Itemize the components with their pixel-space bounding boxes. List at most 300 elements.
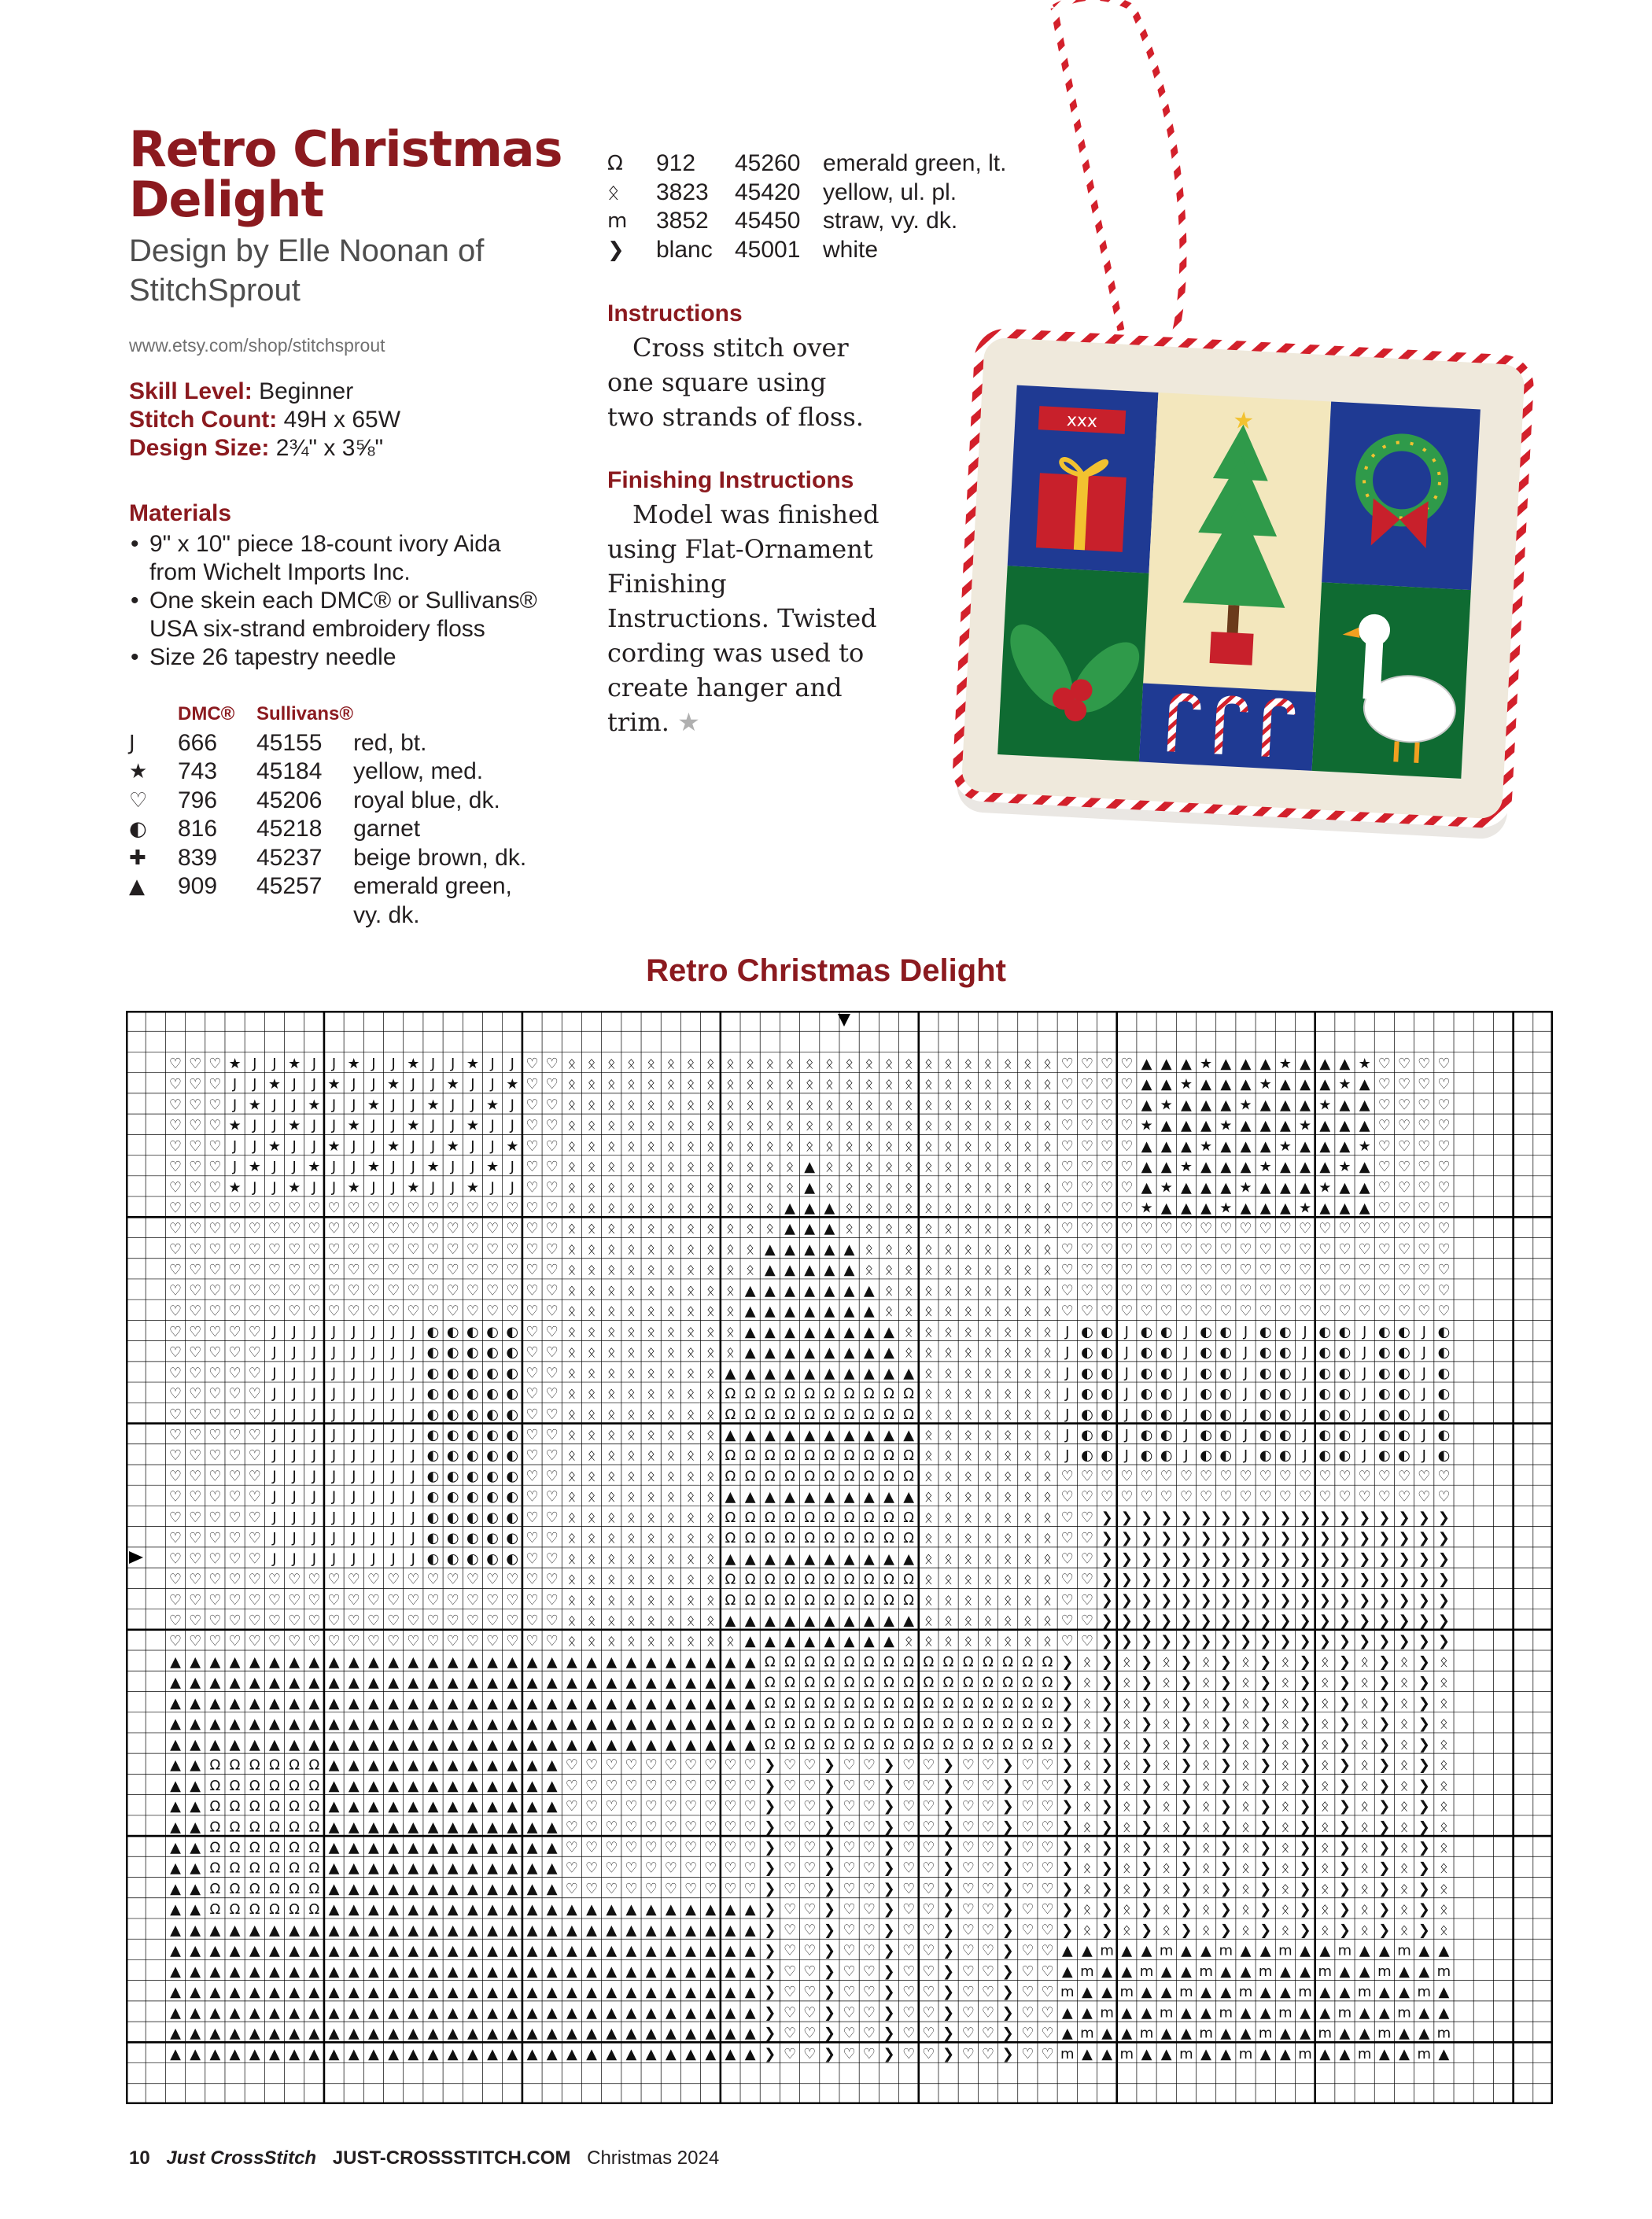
stitch-symbol: ♡	[1081, 1613, 1093, 1629]
stitch-symbol: ❯	[1300, 1509, 1311, 1526]
stitch-symbol: ❯	[1121, 1572, 1133, 1588]
stitch-symbol: ♡	[902, 1798, 915, 1815]
stitch-symbol: ♡	[169, 1344, 182, 1361]
stitch-symbol: Ω	[844, 1509, 855, 1526]
stitch-symbol: ᛟ	[607, 1221, 616, 1237]
stitch-symbol: ♡	[426, 1592, 439, 1609]
stitch-symbol: J	[331, 1468, 336, 1484]
stitch-symbol: ♡	[506, 1262, 518, 1278]
stitch-symbol: Ω	[903, 1530, 914, 1546]
stitch-symbol: ▲	[388, 1695, 399, 1712]
stitch-symbol: ♡	[308, 1303, 320, 1320]
stitch-symbol: ♡	[249, 1509, 261, 1526]
stitch-symbol: J	[252, 1118, 256, 1134]
stitch-symbol: ★	[426, 1097, 439, 1113]
stitch-symbol: J	[411, 1509, 415, 1526]
stitch-symbol: J	[312, 1324, 316, 1340]
stitch-symbol: ᛟ	[1004, 1406, 1012, 1423]
stitch-symbol: ❯	[1259, 1592, 1271, 1609]
stitch-symbol: ◐	[427, 1344, 440, 1361]
stitch-symbol: Ω	[784, 1736, 795, 1753]
stitch-symbol: ♡	[249, 1572, 261, 1588]
stitch-symbol: ♡	[566, 1757, 578, 1774]
stitch-symbol: ᛟ	[1023, 1303, 1032, 1320]
stitch-symbol: ◐	[447, 1386, 459, 1403]
stitch-symbol: ♡	[189, 1056, 201, 1072]
stitch-symbol: ♡	[1378, 1200, 1391, 1216]
stitch-symbol: ♡	[228, 1550, 241, 1567]
stitch-symbol: ▲	[348, 1901, 360, 1918]
stitch-symbol: Ω	[249, 1819, 260, 1835]
stitch-symbol: ◐	[506, 1530, 518, 1546]
stitch-symbol: ♡	[1101, 1076, 1113, 1093]
stitch-symbol: ᛟ	[687, 1530, 695, 1546]
stitch-symbol: ᛟ	[984, 1386, 993, 1403]
stitch-symbol: ᛟ	[706, 1386, 715, 1403]
stitch-symbol: ᛟ	[984, 1241, 993, 1258]
stitch-symbol: ♡	[546, 1468, 559, 1484]
stitch-symbol: ♡	[327, 1633, 340, 1650]
stitch-symbol: ᛟ	[607, 1138, 616, 1155]
stitch-symbol: ᛟ	[1023, 1509, 1032, 1526]
stitch-symbol: ♡	[625, 1819, 637, 1835]
stitch-symbol: ▲	[348, 1922, 360, 1938]
stitch-symbol: ♡	[525, 1489, 538, 1506]
stitch-symbol: ♡	[684, 1798, 697, 1815]
stitch-symbol: ▲	[1300, 1056, 1311, 1072]
stitch-symbol: ▲	[685, 2004, 696, 2021]
stitch-symbol: ❯	[1061, 1653, 1073, 1670]
stitch-symbol: ❯	[1300, 1819, 1311, 1835]
stitch-symbol: ▲	[1220, 1984, 1231, 2000]
stitch-symbol: ▲	[705, 2046, 716, 2062]
stitch-symbol: ❯	[1438, 1572, 1450, 1588]
stitch-symbol: ♡	[208, 1613, 221, 1629]
stitch-symbol: ▲	[428, 1860, 439, 1877]
stitch-symbol: ᛟ	[786, 1138, 795, 1155]
stitch-symbol: ♡	[1318, 1282, 1331, 1299]
stitch-symbol: ▲	[230, 2025, 241, 2042]
stitch-symbol: ▲	[487, 1675, 498, 1691]
stitch-symbol: ♡	[525, 1447, 538, 1464]
stitch-symbol: ♡	[208, 1324, 221, 1340]
stitch-symbol: Ω	[963, 1695, 974, 1712]
stitch-symbol: m	[1278, 1943, 1292, 1959]
stitch-symbol: ᛟ	[1400, 1922, 1409, 1938]
stitch-symbol: ᛟ	[1360, 1922, 1369, 1938]
stitch-symbol: ♡	[1180, 1262, 1193, 1278]
stitch-symbol: ᛟ	[984, 1324, 993, 1340]
stitch-symbol: ▲	[368, 1984, 379, 2000]
stitch-symbol: J	[1422, 1365, 1426, 1381]
stitch-symbol: ❯	[1418, 1901, 1430, 1918]
stitch-symbol: ♡	[585, 1840, 598, 1856]
stitch-symbol: Ω	[844, 1695, 855, 1712]
stitch-symbol: ◐	[427, 1489, 440, 1506]
stitch-symbol: ▲	[467, 2046, 478, 2062]
stitch-symbol: ❯	[1398, 1550, 1410, 1567]
stitch-symbol: ♡	[1338, 1468, 1351, 1484]
stitch-symbol: ❯	[1101, 1675, 1113, 1691]
stitch-symbol: ▲	[507, 1984, 518, 2000]
stitch-symbol: J	[271, 1097, 276, 1113]
stitch-symbol: ᛟ	[845, 1118, 854, 1134]
stitch-symbol: ᛟ	[1440, 1922, 1448, 1938]
stitch-symbol: ᛟ	[706, 1179, 715, 1196]
stitch-symbol: J	[411, 1365, 415, 1381]
stitch-symbol: ᛟ	[567, 1468, 576, 1484]
stitch-symbol: ♡	[1081, 1262, 1093, 1278]
stitch-symbol: ❯	[1101, 1922, 1113, 1938]
stitch-symbol: ▲	[586, 1943, 597, 1959]
designer-url[interactable]: www.etsy.com/shop/stitchsprout	[129, 335, 385, 356]
stitch-symbol: ᛟ	[1004, 1076, 1012, 1093]
stitch-symbol: ♡	[407, 1572, 419, 1588]
stitch-symbol: ᛟ	[588, 1097, 596, 1113]
stitch-symbol: ᛟ	[647, 1406, 655, 1423]
stitch-symbol: ♡	[249, 1530, 261, 1546]
stitch-symbol: ◐	[466, 1550, 479, 1567]
stitch-symbol: Ω	[209, 1757, 220, 1774]
stitch-symbol: ᛟ	[1202, 1653, 1211, 1670]
stitch-symbol: ᛟ	[687, 1179, 695, 1196]
stitch-symbol: ♡	[1081, 1303, 1093, 1320]
stitch-symbol: ▲	[467, 1695, 478, 1712]
stitch-symbol: ▲	[725, 1716, 736, 1732]
stitch-symbol: ᛟ	[687, 1613, 695, 1629]
stitch-symbol: Ω	[804, 1530, 815, 1546]
stitch-symbol: ᛟ	[924, 1447, 933, 1464]
stitch-symbol: ᛟ	[1360, 1840, 1369, 1856]
stitch-symbol: ᛟ	[1281, 1901, 1289, 1918]
stitch-symbol: ◐	[1438, 1447, 1451, 1464]
key-header-sullivans: Sullivans®	[256, 700, 353, 729]
stitch-symbol: ▲	[467, 1963, 478, 1980]
stitch-symbol: ᛟ	[825, 1179, 834, 1196]
stitch-symbol: ▲	[368, 2046, 379, 2062]
stitch-symbol: ♡	[1338, 1282, 1351, 1299]
stitch-symbol: ◐	[1339, 1344, 1351, 1361]
stitch-symbol: ❯	[824, 2046, 835, 2062]
stitch-symbol: ❯	[1378, 1572, 1390, 1588]
stitch-symbol: ❯	[1141, 1922, 1152, 1938]
stitch-symbol: J	[291, 1447, 296, 1464]
stitch-symbol: ▲	[507, 1963, 518, 1980]
stitch-symbol: ♡	[169, 1386, 182, 1403]
stitch-symbol: ❯	[1319, 1613, 1331, 1629]
stitch-symbol: ♡	[1418, 1056, 1430, 1072]
stitch-symbol: ᛟ	[607, 1468, 616, 1484]
stitch-symbol: ★	[1279, 1056, 1292, 1072]
magazine-site[interactable]: JUST-CROSSSTITCH.COM	[333, 2147, 571, 2169]
stitch-symbol: ᛟ	[984, 1097, 993, 1113]
stitch-symbol: ᛟ	[647, 1138, 655, 1155]
stitch-symbol: ᛟ	[1360, 1695, 1369, 1712]
stitch-symbol: ♡	[982, 1984, 994, 2000]
stitch-symbol: ★	[228, 1179, 241, 1196]
stitch-symbol: ♡	[546, 1076, 559, 1093]
stitch-symbol: ᛟ	[627, 1200, 636, 1216]
stitch-symbol: ♡	[169, 1221, 182, 1237]
stitch-symbol: Ω	[1002, 1653, 1013, 1670]
stitch-symbol: ◐	[1438, 1427, 1451, 1443]
stitch-symbol: ❯	[764, 2025, 776, 2042]
stitch-symbol: J	[450, 1097, 455, 1113]
stitch-symbol: J	[411, 1427, 415, 1443]
stitch-symbol: ❯	[1259, 1613, 1271, 1629]
stitch-symbol: ᛟ	[924, 1365, 933, 1381]
stitch-symbol: ◐	[447, 1447, 459, 1464]
stitch-symbol: ᛟ	[1043, 1221, 1052, 1237]
stitch-symbol: J	[390, 1159, 395, 1175]
stitch-symbol: ◐	[1279, 1344, 1292, 1361]
stitch-symbol: ❯	[1300, 1695, 1311, 1712]
stitch-symbol: ♡	[189, 1447, 201, 1464]
stitch-symbol: ♡	[525, 1282, 538, 1299]
stitch-symbol: ▲	[170, 1840, 181, 1856]
stitch-symbol: ᛟ	[627, 1118, 636, 1134]
stitch-symbol: ᛟ	[746, 1200, 754, 1216]
stitch-symbol: ♡	[1219, 1221, 1232, 1237]
stitch-symbol: ᛟ	[666, 1572, 675, 1588]
stitch-symbol: J	[489, 1118, 494, 1134]
stitch-symbol: ᛟ	[1023, 1200, 1032, 1216]
stitch-symbol: ◐	[1141, 1324, 1153, 1340]
stitch-symbol: m	[1060, 1984, 1075, 2000]
stitch-symbol: ▲	[1141, 2004, 1152, 2021]
stitch-symbol: ᛟ	[1004, 1262, 1012, 1278]
stitch-symbol: ◐	[506, 1447, 518, 1464]
stitch-symbol: ◐	[1200, 1365, 1212, 1381]
stitch-symbol: ♡	[208, 1159, 221, 1175]
stitch-symbol: ᛟ	[726, 1118, 735, 1134]
stitch-symbol: Ω	[765, 1592, 776, 1609]
stitch-symbol: Ω	[289, 1757, 300, 1774]
stitch-symbol: J	[411, 1344, 415, 1361]
stitch-symbol: Ω	[943, 1653, 954, 1670]
key-row: ◐ 816 45218 garnet	[129, 815, 526, 844]
stitch-symbol: J	[1243, 1427, 1248, 1443]
stitch-symbol: ▲	[586, 1653, 597, 1670]
stitch-symbol: ᛟ	[1281, 1757, 1289, 1774]
stitch-symbol: ♡	[169, 1200, 182, 1216]
stitch-symbol: ᛟ	[924, 1572, 933, 1588]
stitch-symbol: ▲	[1439, 2004, 1450, 2021]
stitch-symbol: ❯	[1121, 1530, 1133, 1546]
stitch-symbol: ❯	[1418, 1798, 1430, 1815]
key-row: ✚ 839 45237 beige brown, dk.	[129, 844, 526, 873]
stitch-symbol: ᛟ	[1004, 1179, 1012, 1196]
stitch-symbol: Ω	[903, 1695, 914, 1712]
stitch-symbol: ᛟ	[607, 1633, 616, 1650]
stitch-symbol: ❯	[1378, 1778, 1390, 1794]
stitch-symbol: ▲	[804, 1221, 815, 1237]
stitch-symbol: ♡	[308, 1282, 320, 1299]
stitch-symbol: ▲	[547, 1798, 558, 1815]
stitch-symbol: ᛟ	[706, 1427, 715, 1443]
stitch-symbol: ❯	[883, 2004, 894, 2021]
stitch-symbol: ▲	[1260, 1179, 1271, 1196]
stitch-symbol: ❯	[1101, 1757, 1113, 1774]
stitch-symbol: ▲	[1359, 1200, 1370, 1216]
stitch-symbol: ▲	[527, 1901, 538, 1918]
stitch-symbol: J	[312, 1076, 316, 1093]
stitch-symbol: ❯	[1061, 1757, 1073, 1774]
stitch-symbol: ❯	[1101, 1840, 1113, 1856]
stitch-symbol: ❯	[1220, 1675, 1232, 1691]
stitch-symbol: ♡	[169, 1118, 182, 1134]
stitch-symbol: ♡	[407, 1200, 419, 1216]
stitch-symbol: ▲	[467, 1943, 478, 1959]
stitch-symbol: ▲	[368, 1778, 379, 1794]
stitch-symbol: ♡	[1081, 1159, 1093, 1175]
stitch-symbol: ◐	[1101, 1386, 1113, 1403]
key-row: ᛟ 3823 45420 yellow, ul. pl.	[607, 179, 1006, 208]
stitch-symbol: ♡	[1041, 2004, 1053, 2021]
stitch-symbol: ♡	[1120, 1200, 1133, 1216]
stitch-symbol: ❯	[1359, 1550, 1370, 1567]
stitch-symbol: ᛟ	[687, 1097, 695, 1113]
stitch-symbol: ▲	[329, 1798, 340, 1815]
stitch-symbol: ᛟ	[924, 1386, 933, 1403]
stitch-symbol: ❯	[1300, 1633, 1311, 1650]
stitch-symbol: ▲	[407, 1922, 419, 1938]
stitch-symbol: J	[312, 1530, 316, 1546]
stitch-symbol: ᛟ	[1360, 1819, 1369, 1835]
stitch-symbol: ▲	[586, 1901, 597, 1918]
stitch-symbol: ❯	[1339, 1860, 1351, 1877]
stitch-symbol: ▲	[705, 2025, 716, 2042]
stitch-symbol: ♡	[843, 1922, 856, 1938]
stitch-symbol: ᛟ	[905, 1303, 913, 1320]
stitch-symbol: Ω	[1042, 1736, 1053, 1753]
stitch-symbol: ❯	[1061, 1695, 1073, 1712]
stitch-symbol: ▲	[269, 1943, 280, 1959]
stitch-symbol: ᛟ	[944, 1262, 953, 1278]
stitch-symbol: ❯	[1259, 1860, 1271, 1877]
stitch-symbol: ▲	[626, 1675, 637, 1691]
stitch-symbol: ▲	[329, 1922, 340, 1938]
stitch-symbol: ᛟ	[1023, 1324, 1032, 1340]
stitch-symbol: ▲	[487, 1922, 498, 1938]
stitch-symbol: ❯	[1180, 1819, 1192, 1835]
stitch-symbol: ♡	[1160, 1468, 1173, 1484]
stitch-symbol: ❯	[1220, 1633, 1232, 1650]
stitch-symbol: ᛟ	[1004, 1427, 1012, 1443]
stitch-symbol: ◐	[427, 1386, 440, 1403]
stitch-symbol: ᛟ	[607, 1572, 616, 1588]
stitch-symbol: ♡	[1140, 1282, 1152, 1299]
stitch-symbol: m	[1160, 1943, 1174, 1959]
stitch-symbol: ▲	[368, 1653, 379, 1670]
stitch-symbol: Ω	[844, 1675, 855, 1691]
stitch-symbol: ᛟ	[1123, 1695, 1131, 1712]
stitch-symbol: ▲	[487, 2046, 498, 2062]
stitch-symbol: ♡	[546, 1200, 559, 1216]
stitch-symbol: Ω	[308, 1901, 319, 1918]
stitch-symbol: ▲	[784, 1633, 795, 1650]
stitch-symbol: ▲	[626, 1901, 637, 1918]
stitch-symbol: ▲	[507, 1778, 518, 1794]
stitch-symbol: ♡	[1061, 1179, 1074, 1196]
stitch-symbol: Ω	[983, 1695, 994, 1712]
stitch-symbol: ♡	[426, 1303, 439, 1320]
stitch-symbol: ᛟ	[666, 1530, 675, 1546]
stitch-symbol: ❯	[1240, 1613, 1252, 1629]
stitch-symbol: ♡	[525, 1179, 538, 1196]
stitch-symbol: ᛟ	[1004, 1633, 1012, 1650]
stitch-symbol: ᛟ	[944, 1509, 953, 1526]
stitch-symbol: ᛟ	[607, 1344, 616, 1361]
stitch-symbol: ᛟ	[984, 1138, 993, 1155]
stitch-symbol: J	[232, 1097, 237, 1113]
stitch-symbol: ▲	[765, 1427, 776, 1443]
stitch-symbol: ❯	[1339, 1736, 1351, 1753]
stitch-symbol: ♡	[1437, 1303, 1450, 1320]
stitch-symbol: ▲	[507, 1922, 518, 1938]
stitch-symbol: ▲	[507, 1881, 518, 1897]
stitch-symbol: ᛟ	[687, 1468, 695, 1484]
stitch-symbol: ᛟ	[1023, 1427, 1032, 1443]
stitch-symbol: ♡	[1398, 1056, 1410, 1072]
stitch-symbol: J	[1124, 1365, 1129, 1381]
stitch-symbol: ♡	[902, 1922, 915, 1938]
stitch-symbol: ♡	[407, 1303, 419, 1320]
stitch-symbol: ▲	[725, 1736, 736, 1753]
stitch-symbol: ♡	[784, 1943, 796, 1959]
stitch-symbol: ◐	[506, 1509, 518, 1526]
stitch-symbol: ♡	[1279, 1262, 1292, 1278]
stitch-symbol: ᛟ	[905, 1097, 913, 1113]
stitch-symbol: ᛟ	[567, 1282, 576, 1299]
stitch-symbol: ᛟ	[607, 1365, 616, 1381]
stitch-symbol: ᛟ	[765, 1118, 774, 1134]
stitch-symbol: ᛟ	[1043, 1530, 1052, 1546]
stitch-symbol: Ω	[745, 1386, 756, 1403]
stitch-symbol: ♡	[1200, 1241, 1212, 1258]
stitch-symbol: ᛟ	[1360, 1901, 1369, 1918]
stitch-symbol: ᛟ	[885, 1282, 894, 1299]
stitch-symbol: ♡	[1378, 1179, 1391, 1196]
stitch-symbol: ♡	[962, 1984, 975, 2000]
stitch-symbol: ♡	[249, 1241, 261, 1258]
stitch-symbol: ᛟ	[647, 1056, 655, 1072]
stitch-symbol: ▲	[448, 1840, 459, 1856]
stitch-symbol: Ω	[864, 1468, 875, 1484]
stitch-symbol: ♡	[982, 1819, 994, 1835]
stitch-symbol: ᛟ	[567, 1159, 576, 1175]
stitch-symbol: ▲	[646, 1984, 657, 2000]
stitch-symbol: ❯	[883, 1798, 894, 1815]
key-row: Ω 912 45260 emerald green, lt.	[607, 149, 1006, 179]
stitch-symbol: ᛟ	[706, 1262, 715, 1278]
stitch-symbol: ♡	[189, 1118, 201, 1134]
stitch-symbol: ❯	[1418, 1778, 1430, 1794]
stitch-symbol: J	[1064, 1406, 1069, 1423]
stitch-symbol: ❯	[1259, 1675, 1271, 1691]
stitch-symbol: ♡	[486, 1592, 499, 1609]
stitch-symbol: ❯	[1438, 1530, 1450, 1546]
stitch-symbol: ♡	[1041, 2025, 1053, 2042]
stitch-symbol: J	[271, 1159, 276, 1175]
stitch-symbol: ★	[407, 1056, 419, 1072]
stitch-symbol: ᛟ	[924, 1489, 933, 1506]
stitch-symbol: ᛟ	[647, 1200, 655, 1216]
stitch-symbol: ᛟ	[1004, 1447, 1012, 1464]
stitch-symbol: ♡	[625, 1778, 637, 1794]
stitch-symbol: ♡	[249, 1386, 261, 1403]
stitch-symbol: ♡	[1318, 1468, 1331, 1484]
